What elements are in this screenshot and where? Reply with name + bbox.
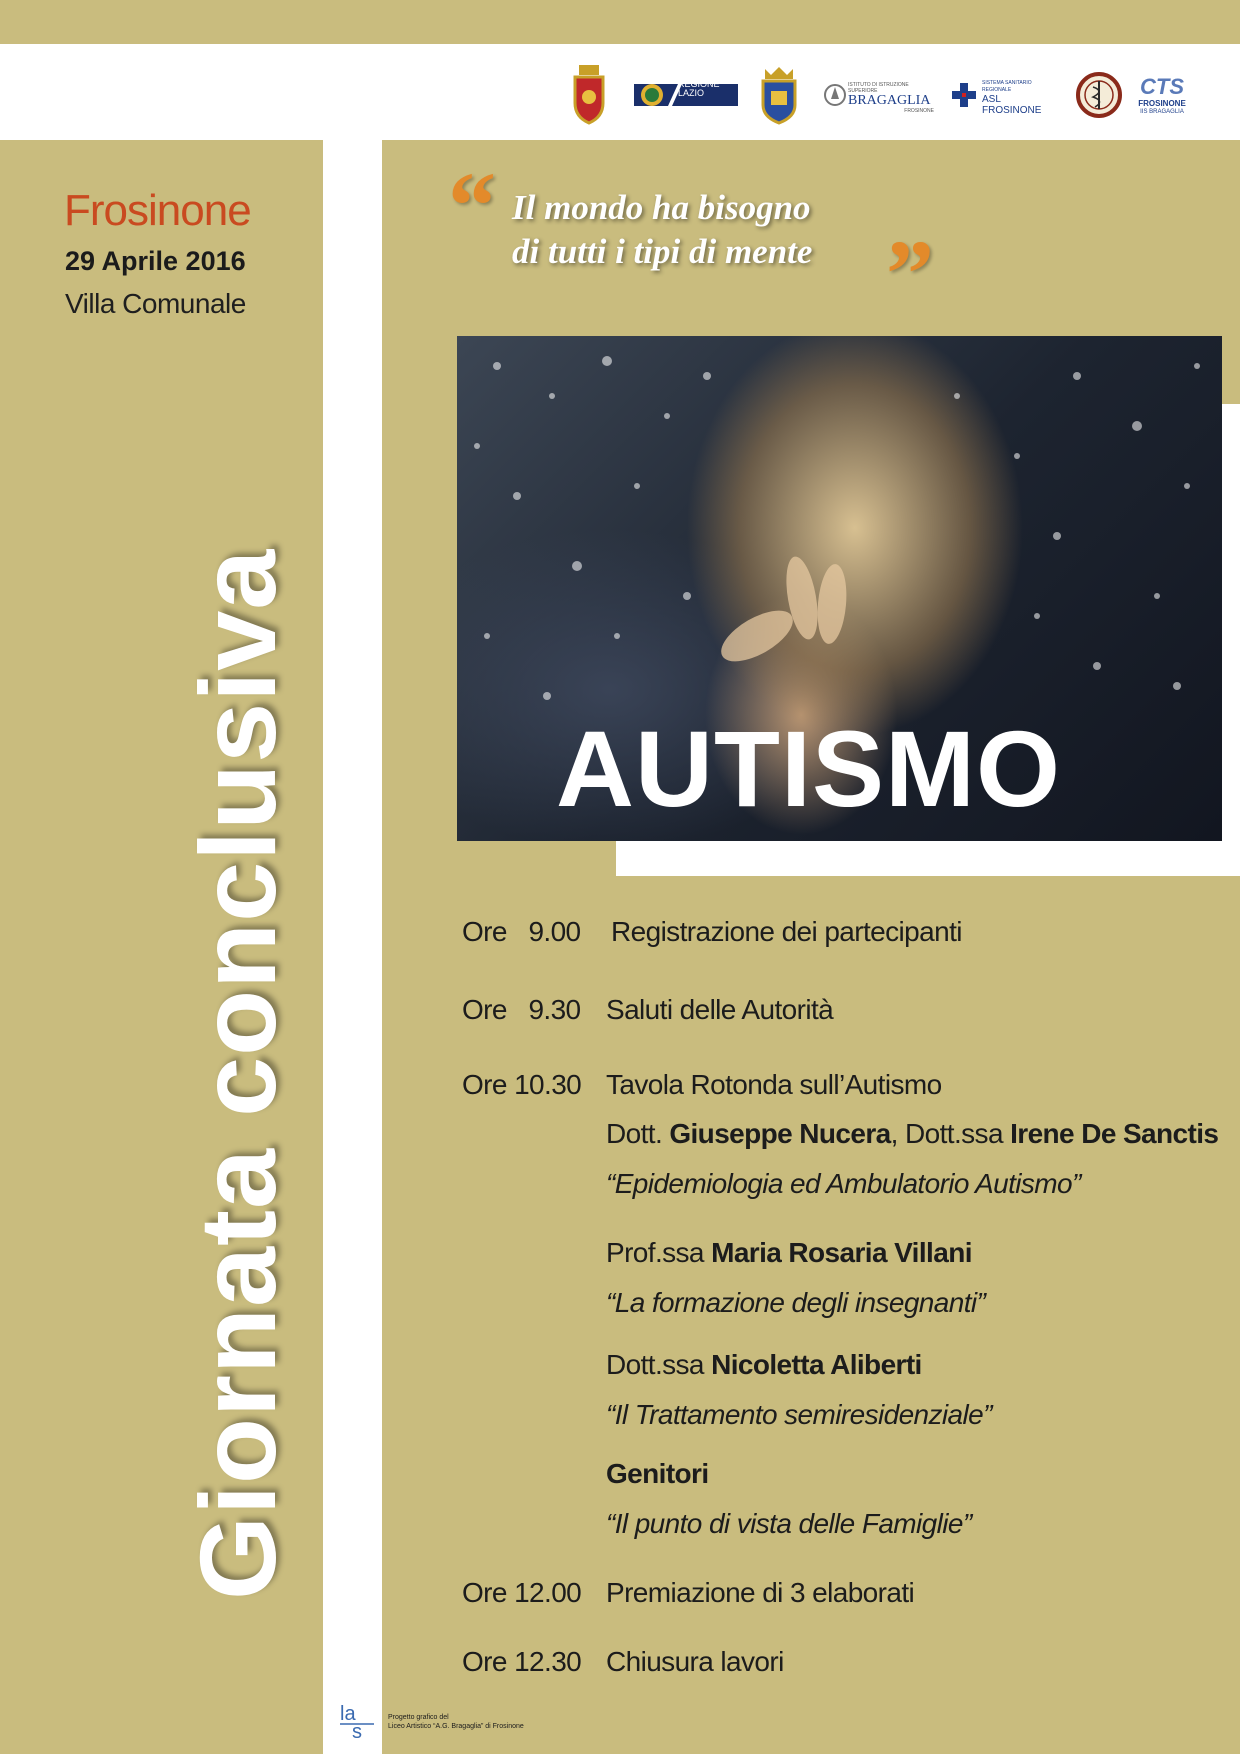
cts-line2: IIS BRAGAGLIA [1140,108,1184,115]
ore-label: Ore [462,1069,507,1100]
schedule-row-3-time [462,1069,581,1101]
event-date: 29 Aprile 2016 [65,246,246,276]
schedule-row-1-text: Registrazione dei partecipanti [611,916,962,947]
speaker-3-title: Dott.ssa [606,1349,704,1380]
medical-association-logo [1074,62,1124,128]
speaker-2-line [606,1237,972,1269]
time-value: 12.00 [514,1577,582,1608]
child-behind-rainy-window-photo [457,336,1222,841]
svg-text:la: la [340,1703,356,1725]
time-value: 9.00 [528,916,581,947]
speaker-2-topic [606,1287,985,1319]
speaker-4-name: Genitori [606,1458,709,1489]
speaker-2-name: Maria Rosaria Villani [711,1237,972,1268]
speaker-2-topic-text: “La formazione degli insegnanti” [606,1287,986,1318]
footer-line-1: Progetto grafico del [388,1714,449,1721]
speaker-3-topic [606,1399,992,1431]
speaker-1-topic [606,1168,1081,1200]
event-venue: Villa Comunale [65,288,246,319]
ore-label: Ore [462,916,507,947]
event-city: Frosinone [64,186,251,235]
comune-frosinone-crest-logo [566,62,612,128]
provincia-crest-logo [755,62,803,128]
speaker-1-line [606,1118,1218,1150]
svg-text:s: s [352,1721,362,1742]
schedule-row-2-text: Saluti delle Autorità [606,994,834,1025]
quote-close-mark: ” [886,220,934,327]
speaker-1-title: Dott. [606,1118,663,1149]
regione-lazio-line2: LAZIO [678,88,705,98]
speaker-1-name: Giuseppe Nucera [669,1118,891,1149]
schedule-row-2-time [462,994,581,1026]
time-value: 9.30 [528,994,581,1025]
asl-line2: FROSINONE [982,105,1042,116]
speaker-1-topic-text: “Epidemiologia ed Ambulatorio Autismo” [606,1168,1081,1199]
liceo-artistico-logo [338,1698,378,1747]
ore-label: Ore [462,1577,507,1608]
time-value: 10.30 [514,1069,582,1100]
speaker-3-name: Nicoletta Aliberti [711,1349,922,1380]
speaker-2-title: Prof.ssa [606,1237,704,1268]
speaker-1b-title: Dott.ssa [905,1118,1003,1149]
ore-label: Ore [462,994,507,1025]
cts-frosinone-logo [1140,62,1184,128]
quote-line-2: di tutti i tipi di mente [512,232,813,271]
ore-label: Ore [462,1646,507,1677]
speaker-3-topic-text: “Il Trattamento semiresidenziale” [606,1399,992,1430]
speaker-4-topic [606,1508,972,1540]
time-value: 12.30 [514,1646,582,1677]
quote-line-1: Il mondo ha bisogno [512,188,811,227]
speaker-1b-name: Irene De Sanctis [1010,1118,1219,1149]
footer-line-2: Liceo Artistico “A.G. Bragaglia” di Frosinone [388,1723,524,1730]
asl-frosinone-logo [952,62,1060,128]
speaker-4-line [606,1458,709,1490]
footer-credit [388,1713,524,1731]
cts-line1: FROSINONE [1138,98,1186,108]
bragaglia-institute-logo [822,62,934,128]
photo-title: AUTISMO [556,708,1061,829]
bragaglia-city: FROSINONE [904,108,934,114]
schedule-row-4-text: Premiazione di 3 elaborati [606,1577,915,1608]
speaker-3-line [606,1349,922,1381]
white-stripe [323,140,382,1754]
quote-open-mark: “ [448,152,496,259]
asl-line1: ASL [982,94,1001,105]
bragaglia-name: BRAGAGLIA [848,93,931,108]
regione-lazio-line1: REGIONE [678,79,720,89]
schedule-row-3-text: Tavola Rotonda sull’Autismo [606,1069,942,1100]
regione-lazio-logo [634,62,738,128]
schedule-row-5-text: Chiusura lavori [606,1646,784,1677]
speaker-4-topic-text: “Il punto di vista delle Famiglie” [606,1508,972,1539]
bragaglia-small-text: ISTITUTO DI ISTRUZIONE SUPERIORE [848,82,909,94]
schedule-row-5-time [462,1646,581,1678]
asl-small-text: SISTEMA SANITARIO REGIONALE [982,80,1032,93]
schedule-row-4-time [462,1577,581,1609]
vertical-title: Giornata conclusiva [177,548,298,1600]
speaker-separator: , [890,1118,898,1149]
schedule-row-1-time [462,916,581,948]
cts-title: CTS [1140,73,1184,99]
